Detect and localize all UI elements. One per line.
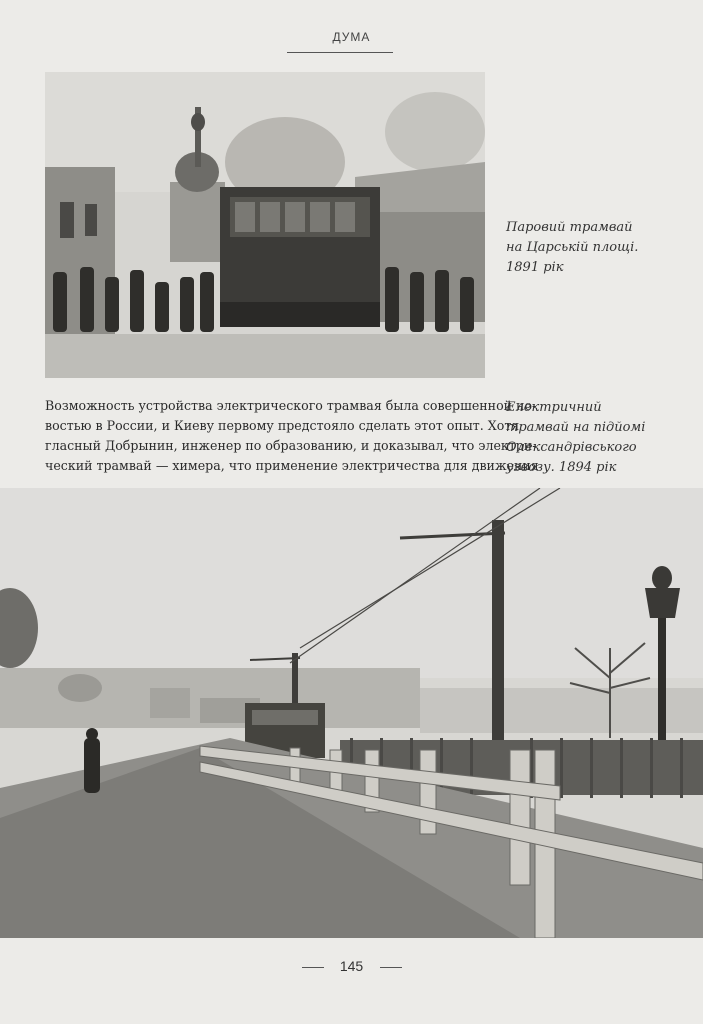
running-title: ДУМА — [332, 30, 371, 44]
caption-line: Електричний — [506, 400, 602, 415]
caption-line: Олександрівського — [506, 440, 637, 455]
body-line: Возможность устройства электрического трамвая была совершенной но- — [45, 398, 537, 413]
caption-line: трамвай на підйомі — [506, 420, 646, 435]
figure-caption-steam-tram — [506, 218, 666, 278]
body-line: гласный Добрынин, инженер по образованию, и доказывал, что электри- — [45, 438, 537, 453]
page-number: 145 — [339, 958, 364, 974]
electric-tram-illustration — [0, 488, 703, 938]
body-line: ческий трамвай — химера, что применение электричества для движения — [45, 458, 539, 473]
steam-tram-illustration — [45, 72, 485, 378]
caption-line: Паровий трамвай — [506, 220, 633, 235]
body-line: востью в России, и Киеву первому предстояло сделать этот опыт. Хотя — [45, 418, 520, 433]
electric-tram-photo — [0, 488, 703, 938]
caption-line: на Царській площі. — [506, 240, 639, 255]
caption-line: 1891 рік — [506, 260, 564, 275]
page-number-dash-right — [380, 967, 402, 968]
caption-line: узвозу. 1894 рік — [506, 460, 617, 475]
body-paragraph — [45, 396, 539, 476]
steam-tram-photo — [45, 72, 485, 378]
figure-caption-electric-tram — [506, 398, 666, 478]
running-title-rule — [287, 52, 393, 53]
